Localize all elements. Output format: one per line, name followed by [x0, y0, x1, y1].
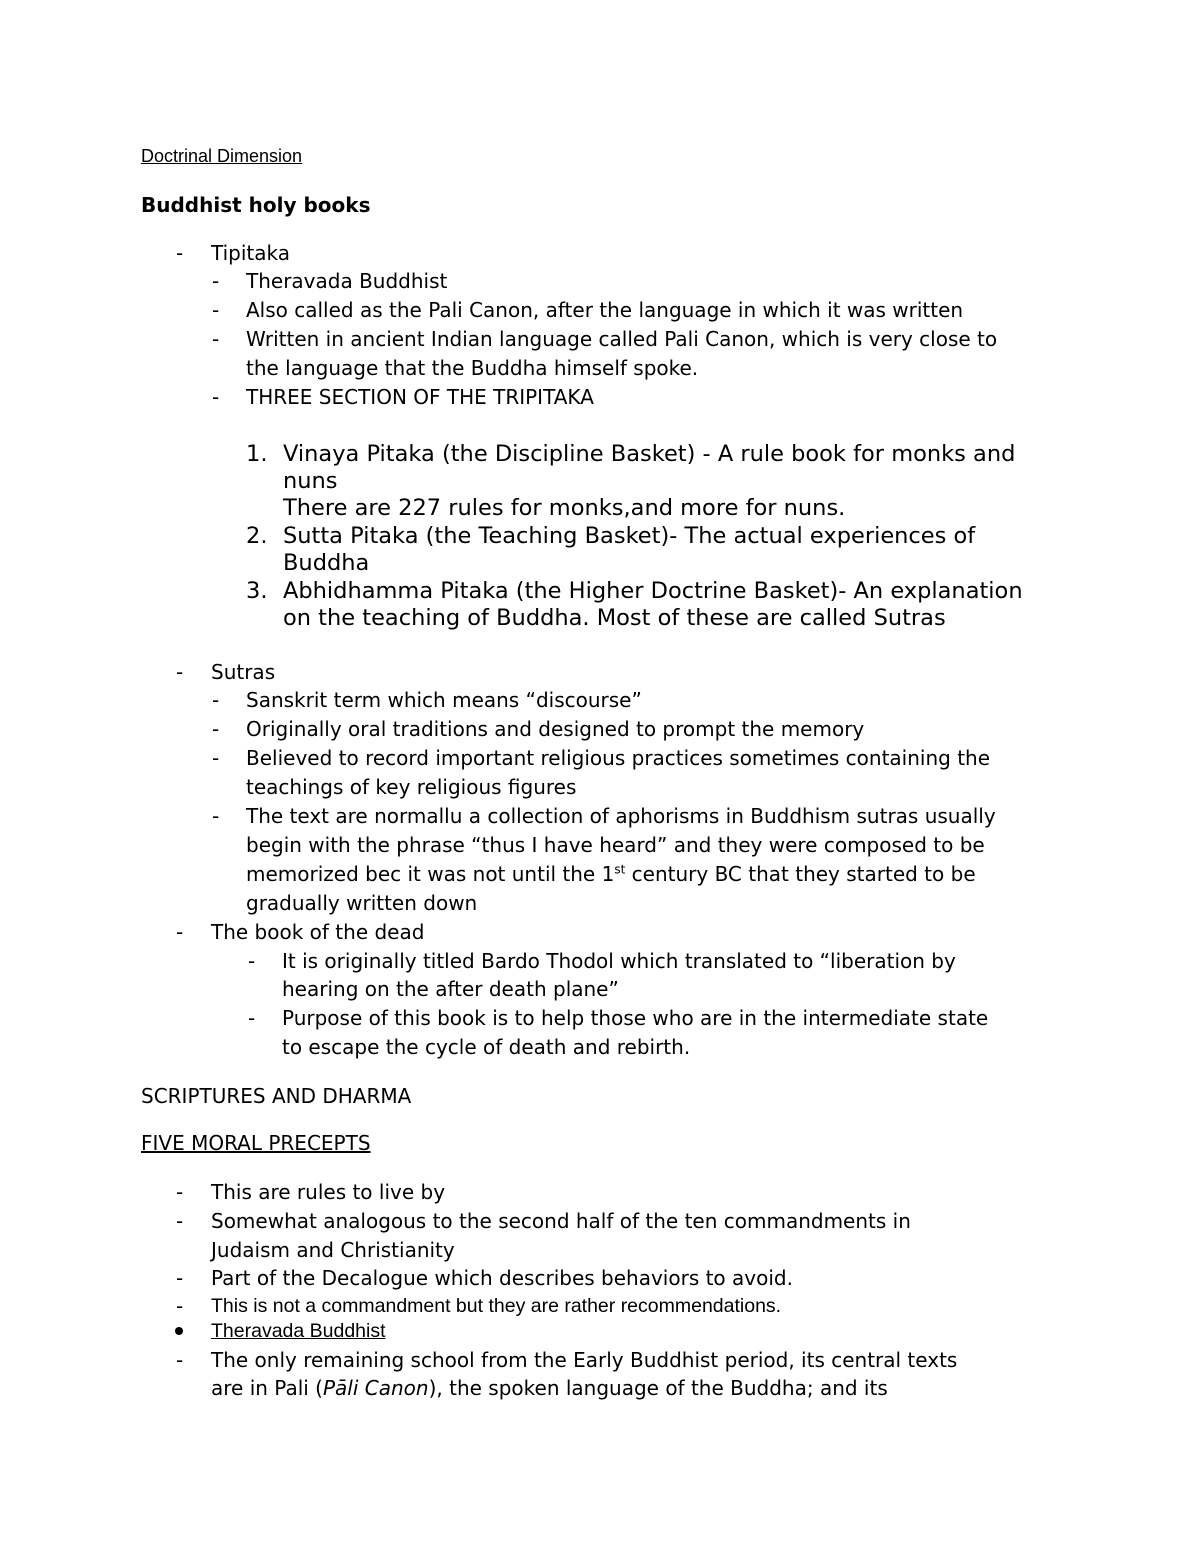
- list-item: Originally oral traditions and designed to prompt the memory: [246, 717, 865, 741]
- dash-marker: -: [176, 1348, 184, 1372]
- list-item: The only remaining school from the Early Buddhist period, its central texts: [211, 1348, 958, 1372]
- dash-marker: -: [212, 269, 220, 293]
- dash-marker: -: [176, 1180, 184, 1204]
- italic-text: Pāli Canon: [322, 1376, 429, 1400]
- section-line: nuns: [283, 468, 338, 494]
- list-item: THREE SECTION OF THE TRIPITAKA: [246, 385, 594, 409]
- sutras-label: Sutras: [211, 660, 276, 684]
- list-item: Written in ancient Indian language called Pali Canon, which is very close to: [246, 327, 998, 351]
- section-line: on the teaching of Buddha. Most of these are called Sutras: [283, 605, 946, 631]
- list-item: Also called as the Pali Canon, after the language in which it was written: [246, 298, 964, 322]
- book-of-dead-label: The book of the dead: [211, 920, 425, 944]
- list-item: Judaism and Christianity: [211, 1238, 455, 1262]
- text-run: are in Pali (: [211, 1376, 323, 1400]
- section-line: Sutta Pitaka (the Teaching Basket)- The actual experiences of: [283, 523, 976, 549]
- dash-marker: -: [212, 804, 220, 828]
- list-item: Believed to record important religious practices sometimes containing the: [246, 746, 991, 770]
- dash-marker: -: [176, 920, 184, 944]
- dash-marker: -: [212, 688, 220, 712]
- list-item: Part of the Decalogue which describes behaviors to avoid.: [211, 1266, 793, 1290]
- list-item: Somewhat analogous to the second half of the ten commandments in: [211, 1209, 911, 1233]
- dash-marker: -: [176, 1266, 184, 1290]
- list-item: Sanskrit term which means “discourse”: [246, 688, 642, 712]
- holy-books-heading: Buddhist holy books: [141, 193, 371, 217]
- list-item: [211, 1375, 888, 1401]
- list-item: begin with the phrase “thus I have heard” and they were composed to be: [246, 833, 985, 857]
- dash-marker: -: [212, 746, 220, 770]
- dash-marker: -: [212, 327, 220, 351]
- list-item: Purpose of this book is to help those who are in the intermediate state: [282, 1006, 989, 1030]
- list-item: [246, 861, 976, 887]
- list-item: hearing on the after death plane”: [282, 977, 619, 1001]
- section-line: Vinaya Pitaka (the Discipline Basket) - A rule book for monks and: [283, 441, 1016, 467]
- tipitaka-label: Tipitaka: [211, 241, 290, 265]
- section-number: 2.: [246, 523, 268, 549]
- bullet-dot-icon: [175, 1327, 183, 1335]
- dash-marker: -: [212, 385, 220, 409]
- text-run: ), the spoken language of the Buddha; and its: [428, 1376, 888, 1400]
- list-item: teachings of key religious figures: [246, 775, 577, 799]
- list-item: gradually written down: [246, 891, 478, 915]
- dash-marker: -: [248, 949, 256, 973]
- list-item: Theravada Buddhist: [246, 269, 448, 293]
- text-run: memorized bec it was not until the 1: [246, 862, 615, 886]
- dash-marker: -: [248, 1006, 256, 1030]
- section-number: 3.: [246, 578, 268, 604]
- section-title: Doctrinal Dimension: [141, 146, 303, 166]
- section-number: 1.: [246, 441, 268, 467]
- section-line: There are 227 rules for monks,and more for nuns.: [283, 495, 846, 521]
- text-run: century BC that they started to be: [625, 862, 976, 886]
- precepts-subheading: FIVE MORAL PRECEPTS: [141, 1131, 371, 1155]
- dash-marker: -: [176, 1294, 184, 1318]
- dash-marker: -: [176, 1209, 184, 1233]
- section-line: Abhidhamma Pitaka (the Higher Doctrine Basket)- An explanation: [283, 578, 1023, 604]
- list-item: This is not a commandment but they are rather recommendations.: [211, 1295, 782, 1317]
- list-item: the language that the Buddha himself spoke.: [246, 356, 699, 380]
- dash-marker: -: [212, 717, 220, 741]
- section-line: Buddha: [283, 550, 370, 576]
- superscript-st: st: [614, 862, 626, 877]
- list-item: The text are normallu a collection of aphorisms in Buddhism sutras usually: [246, 804, 996, 828]
- list-item: Theravada Buddhist: [211, 1320, 386, 1342]
- list-item: This are rules to live by: [211, 1180, 446, 1204]
- dash-marker: -: [212, 298, 220, 322]
- dash-marker: -: [176, 241, 184, 265]
- list-item: It is originally titled Bardo Thodol which translated to “liberation by: [282, 949, 956, 973]
- list-item: to escape the cycle of death and rebirth.: [282, 1035, 691, 1059]
- dash-marker: -: [176, 660, 184, 684]
- scriptures-heading: SCRIPTURES AND DHARMA: [141, 1084, 412, 1108]
